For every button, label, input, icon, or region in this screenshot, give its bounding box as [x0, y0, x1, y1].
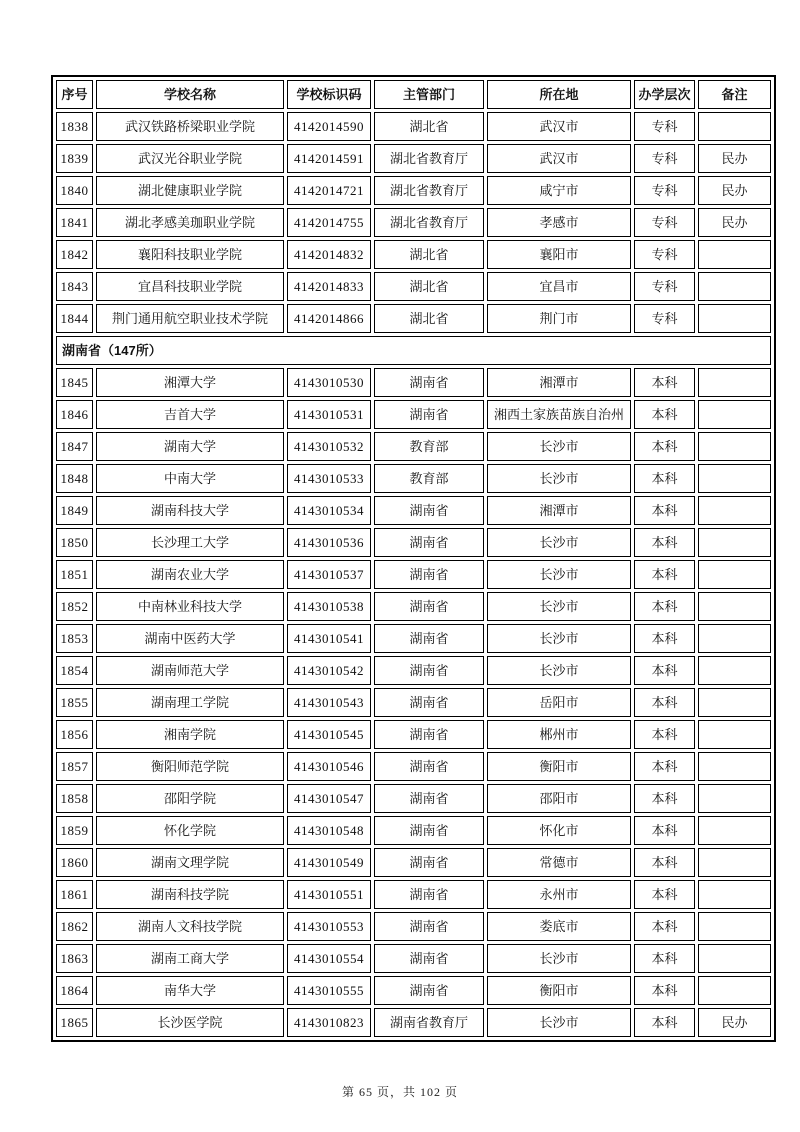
cell-school-code: 4142014755 [287, 208, 371, 237]
cell-location: 长沙市 [487, 528, 631, 557]
cell-seq: 1864 [56, 976, 93, 1005]
table-row [56, 464, 771, 493]
cell-authority: 湖南省 [374, 496, 484, 525]
cell-location: 衡阳市 [487, 752, 631, 781]
cell-school-name: 襄阳科技职业学院 [96, 240, 284, 269]
cell-note [698, 976, 771, 1005]
cell-level: 本科 [634, 528, 695, 557]
cell-school-code: 4142014866 [287, 304, 371, 333]
cell-level: 本科 [634, 592, 695, 621]
cell-authority: 湖南省 [374, 944, 484, 973]
cell-school-code: 4143010541 [287, 624, 371, 653]
cell-seq: 1838 [56, 112, 93, 141]
cell-note [698, 816, 771, 845]
page-number: 第 65 页，共 102 页 [341, 1085, 458, 1099]
cell-location: 长沙市 [487, 656, 631, 685]
cell-location: 娄底市 [487, 912, 631, 941]
cell-note [698, 752, 771, 781]
cell-note: 民办 [698, 176, 771, 205]
table-row [56, 624, 771, 653]
cell-authority: 湖北省教育厅 [374, 176, 484, 205]
cell-school-name: 荆门通用航空职业技术学院 [96, 304, 284, 333]
cell-note [698, 720, 771, 749]
cell-school-name: 湘南学院 [96, 720, 284, 749]
table-row [56, 720, 771, 749]
cell-location: 宜昌市 [487, 272, 631, 301]
cell-authority: 湖南省 [374, 560, 484, 589]
cell-school-name: 湖南文理学院 [96, 848, 284, 877]
column-header: 备注 [698, 80, 771, 109]
cell-level: 本科 [634, 848, 695, 877]
cell-school-name: 怀化学院 [96, 816, 284, 845]
cell-location: 郴州市 [487, 720, 631, 749]
cell-school-code: 4143010543 [287, 688, 371, 717]
cell-level: 本科 [634, 944, 695, 973]
cell-school-code: 4143010533 [287, 464, 371, 493]
cell-location: 怀化市 [487, 816, 631, 845]
cell-school-name: 湖南师范大学 [96, 656, 284, 685]
cell-seq: 1853 [56, 624, 93, 653]
cell-level: 本科 [634, 976, 695, 1005]
cell-note [698, 944, 771, 973]
table-row [56, 144, 771, 173]
cell-location: 永州市 [487, 880, 631, 909]
table-row [56, 688, 771, 717]
column-header: 序号 [56, 80, 93, 109]
cell-school-code: 4143010546 [287, 752, 371, 781]
cell-note: 民办 [698, 1008, 771, 1037]
table-row [56, 400, 771, 429]
cell-authority: 湖北省教育厅 [374, 208, 484, 237]
cell-seq: 1855 [56, 688, 93, 717]
cell-authority: 湖南省 [374, 848, 484, 877]
cell-school-name: 南华大学 [96, 976, 284, 1005]
cell-level: 专科 [634, 176, 695, 205]
cell-note [698, 464, 771, 493]
cell-school-code: 4143010548 [287, 816, 371, 845]
cell-school-name: 长沙医学院 [96, 1008, 284, 1037]
cell-school-code: 4143010549 [287, 848, 371, 877]
cell-level: 本科 [634, 1008, 695, 1037]
cell-level: 本科 [634, 816, 695, 845]
cell-level: 本科 [634, 464, 695, 493]
cell-seq: 1862 [56, 912, 93, 941]
table-row [56, 208, 771, 237]
table-row [56, 592, 771, 621]
cell-note [698, 784, 771, 813]
cell-note: 民办 [698, 144, 771, 173]
cell-authority: 湖北省教育厅 [374, 144, 484, 173]
cell-level: 专科 [634, 112, 695, 141]
cell-note [698, 496, 771, 525]
cell-level: 本科 [634, 656, 695, 685]
cell-school-name: 湖北孝感美珈职业学院 [96, 208, 284, 237]
cell-authority: 湖南省 [374, 368, 484, 397]
cell-school-code: 4143010823 [287, 1008, 371, 1037]
cell-authority: 教育部 [374, 432, 484, 461]
cell-location: 武汉市 [487, 144, 631, 173]
cell-seq: 1840 [56, 176, 93, 205]
cell-location: 邵阳市 [487, 784, 631, 813]
cell-seq: 1858 [56, 784, 93, 813]
cell-seq: 1854 [56, 656, 93, 685]
cell-note [698, 880, 771, 909]
cell-location: 孝感市 [487, 208, 631, 237]
section-header: 湖南省（147所） [56, 336, 771, 365]
cell-school-code: 4143010534 [287, 496, 371, 525]
cell-level: 本科 [634, 496, 695, 525]
cell-location: 长沙市 [487, 592, 631, 621]
cell-seq: 1861 [56, 880, 93, 909]
cell-level: 专科 [634, 144, 695, 173]
cell-authority: 湖南省 [374, 784, 484, 813]
cell-location: 湘潭市 [487, 368, 631, 397]
cell-school-code: 4143010551 [287, 880, 371, 909]
cell-location: 长沙市 [487, 1008, 631, 1037]
cell-school-code: 4142014590 [287, 112, 371, 141]
cell-authority: 湖南省 [374, 912, 484, 941]
cell-school-name: 湖南农业大学 [96, 560, 284, 589]
cell-level: 本科 [634, 400, 695, 429]
cell-school-code: 4143010553 [287, 912, 371, 941]
cell-location: 岳阳市 [487, 688, 631, 717]
table-row [56, 752, 771, 781]
cell-level: 专科 [634, 240, 695, 269]
cell-location: 武汉市 [487, 112, 631, 141]
cell-note: 民办 [698, 208, 771, 237]
cell-seq: 1841 [56, 208, 93, 237]
cell-seq: 1845 [56, 368, 93, 397]
table-row [56, 432, 771, 461]
table-body [56, 112, 771, 1037]
cell-location: 襄阳市 [487, 240, 631, 269]
cell-authority: 湖南省 [374, 592, 484, 621]
cell-school-name: 中南大学 [96, 464, 284, 493]
cell-school-name: 湖南大学 [96, 432, 284, 461]
cell-school-code: 4143010554 [287, 944, 371, 973]
cell-authority: 湖南省 [374, 880, 484, 909]
cell-school-name: 湖南科技大学 [96, 496, 284, 525]
cell-authority: 湖南省 [374, 688, 484, 717]
cell-location: 咸宁市 [487, 176, 631, 205]
cell-authority: 湖北省 [374, 272, 484, 301]
cell-level: 本科 [634, 720, 695, 749]
cell-note [698, 912, 771, 941]
cell-school-code: 4143010537 [287, 560, 371, 589]
table-row [56, 880, 771, 909]
cell-school-name: 宜昌科技职业学院 [96, 272, 284, 301]
cell-school-name: 湖北健康职业学院 [96, 176, 284, 205]
table-row [56, 1008, 771, 1037]
cell-school-name: 长沙理工大学 [96, 528, 284, 557]
cell-level: 专科 [634, 272, 695, 301]
cell-location: 湘西土家族苗族自治州 [487, 400, 631, 429]
cell-school-name: 邵阳学院 [96, 784, 284, 813]
cell-seq: 1847 [56, 432, 93, 461]
table-row [56, 848, 771, 877]
table-row [56, 240, 771, 269]
cell-school-name: 武汉光谷职业学院 [96, 144, 284, 173]
cell-authority: 湖南省 [374, 976, 484, 1005]
cell-level: 本科 [634, 912, 695, 941]
cell-school-name: 湖南理工学院 [96, 688, 284, 717]
table-header-row [56, 80, 771, 109]
cell-level: 本科 [634, 560, 695, 589]
cell-note [698, 656, 771, 685]
cell-school-name: 湖南工商大学 [96, 944, 284, 973]
cell-level: 本科 [634, 368, 695, 397]
cell-seq: 1859 [56, 816, 93, 845]
cell-authority: 湖南省 [374, 400, 484, 429]
cell-seq: 1851 [56, 560, 93, 589]
column-header: 学校标识码 [287, 80, 371, 109]
cell-school-code: 4143010545 [287, 720, 371, 749]
cell-level: 本科 [634, 784, 695, 813]
cell-school-code: 4143010536 [287, 528, 371, 557]
cell-school-name: 武汉铁路桥梁职业学院 [96, 112, 284, 141]
cell-authority: 湖北省 [374, 240, 484, 269]
cell-school-code: 4142014832 [287, 240, 371, 269]
table-row [56, 496, 771, 525]
cell-authority: 湖南省 [374, 816, 484, 845]
cell-note [698, 560, 771, 589]
cell-location: 长沙市 [487, 944, 631, 973]
cell-level: 本科 [634, 752, 695, 781]
table-row [56, 112, 771, 141]
cell-note [698, 688, 771, 717]
cell-authority: 湖北省 [374, 112, 484, 141]
cell-seq: 1860 [56, 848, 93, 877]
cell-authority: 湖南省 [374, 656, 484, 685]
cell-location: 长沙市 [487, 432, 631, 461]
table-row [56, 784, 771, 813]
table-row [56, 816, 771, 845]
cell-school-code: 4143010530 [287, 368, 371, 397]
cell-seq: 1846 [56, 400, 93, 429]
cell-seq: 1863 [56, 944, 93, 973]
cell-school-name: 衡阳师范学院 [96, 752, 284, 781]
cell-location: 衡阳市 [487, 976, 631, 1005]
cell-level: 本科 [634, 624, 695, 653]
cell-school-name: 中南林业科技大学 [96, 592, 284, 621]
cell-location: 长沙市 [487, 560, 631, 589]
cell-seq: 1856 [56, 720, 93, 749]
cell-authority: 湖南省教育厅 [374, 1008, 484, 1037]
column-header: 所在地 [487, 80, 631, 109]
cell-seq: 1843 [56, 272, 93, 301]
cell-school-code: 4143010531 [287, 400, 371, 429]
cell-seq: 1865 [56, 1008, 93, 1037]
table-row [56, 368, 771, 397]
cell-authority: 教育部 [374, 464, 484, 493]
cell-seq: 1844 [56, 304, 93, 333]
cell-school-code: 4142014833 [287, 272, 371, 301]
cell-note [698, 432, 771, 461]
cell-level: 本科 [634, 880, 695, 909]
cell-note [698, 240, 771, 269]
cell-school-code: 4143010538 [287, 592, 371, 621]
cell-school-name: 湖南中医药大学 [96, 624, 284, 653]
table-row [56, 560, 771, 589]
cell-seq: 1839 [56, 144, 93, 173]
cell-authority: 湖南省 [374, 528, 484, 557]
cell-note [698, 400, 771, 429]
cell-level: 专科 [634, 304, 695, 333]
cell-location: 长沙市 [487, 624, 631, 653]
cell-school-code: 4142014721 [287, 176, 371, 205]
cell-school-name: 湘潭大学 [96, 368, 284, 397]
cell-authority: 湖南省 [374, 720, 484, 749]
column-header: 学校名称 [96, 80, 284, 109]
column-header: 办学层次 [634, 80, 695, 109]
section-row [56, 336, 771, 365]
table-row [56, 176, 771, 205]
table-row [56, 528, 771, 557]
table-row [56, 912, 771, 941]
cell-seq: 1842 [56, 240, 93, 269]
cell-note [698, 848, 771, 877]
cell-note [698, 368, 771, 397]
cell-note [698, 528, 771, 557]
cell-school-code: 4143010555 [287, 976, 371, 1005]
cell-level: 本科 [634, 432, 695, 461]
cell-authority: 湖南省 [374, 624, 484, 653]
cell-note [698, 112, 771, 141]
table-row [56, 656, 771, 685]
cell-school-name: 湖南人文科技学院 [96, 912, 284, 941]
column-header: 主管部门 [374, 80, 484, 109]
cell-school-code: 4143010542 [287, 656, 371, 685]
cell-note [698, 304, 771, 333]
cell-school-code: 4143010532 [287, 432, 371, 461]
table-row [56, 976, 771, 1005]
cell-school-name: 吉首大学 [96, 400, 284, 429]
cell-seq: 1849 [56, 496, 93, 525]
universities-table [51, 75, 776, 1042]
cell-seq: 1857 [56, 752, 93, 781]
cell-school-code: 4143010547 [287, 784, 371, 813]
table-row [56, 272, 771, 301]
table-row [56, 944, 771, 973]
cell-location: 长沙市 [487, 464, 631, 493]
cell-seq: 1848 [56, 464, 93, 493]
cell-note [698, 272, 771, 301]
cell-authority: 湖北省 [374, 304, 484, 333]
cell-level: 本科 [634, 688, 695, 717]
cell-note [698, 624, 771, 653]
cell-seq: 1852 [56, 592, 93, 621]
cell-location: 荆门市 [487, 304, 631, 333]
cell-location: 常德市 [487, 848, 631, 877]
cell-school-name: 湖南科技学院 [96, 880, 284, 909]
cell-level: 专科 [634, 208, 695, 237]
table-row [56, 304, 771, 333]
cell-note [698, 592, 771, 621]
cell-school-code: 4142014591 [287, 144, 371, 173]
cell-authority: 湖南省 [374, 752, 484, 781]
cell-location: 湘潭市 [487, 496, 631, 525]
cell-seq: 1850 [56, 528, 93, 557]
